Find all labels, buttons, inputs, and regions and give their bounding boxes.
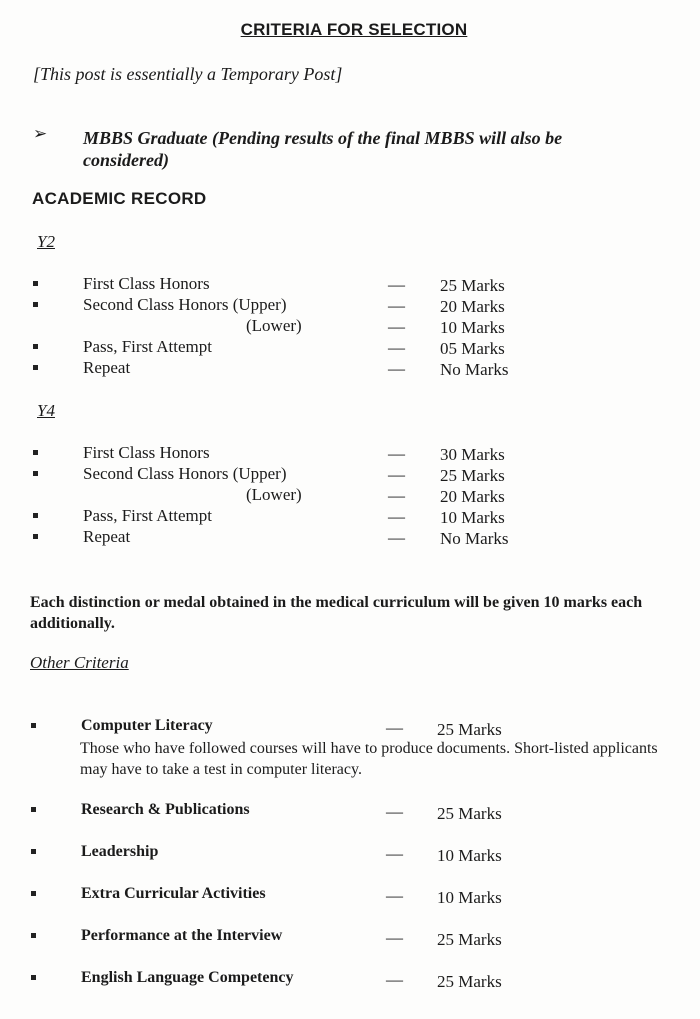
square-bullet-icon (33, 281, 38, 286)
other-criterion-label: Research & Publications (81, 801, 250, 818)
marks-value: 10 Marks (437, 888, 502, 907)
criterion-label: First Class Honors (83, 274, 210, 293)
criterion-label: Pass, First Attempt (83, 337, 212, 356)
dash-separator: — (386, 886, 403, 905)
y2-heading: Y2 (37, 232, 55, 251)
marks-value: 20 Marks (440, 297, 505, 316)
marks-value: 25 Marks (440, 276, 505, 295)
square-bullet-icon (31, 933, 36, 938)
criterion-label: First Class Honors (83, 443, 210, 462)
marks-value: 10 Marks (437, 846, 502, 865)
dash-separator: — (388, 507, 405, 526)
other-criterion-label: Extra Curricular Activities (81, 885, 266, 902)
academic-record-heading: ACADEMIC RECORD (32, 189, 207, 208)
square-bullet-icon (33, 344, 38, 349)
square-bullet-icon (31, 849, 36, 854)
marks-value: 25 Marks (437, 804, 502, 823)
marks-value: No Marks (440, 529, 509, 548)
dash-separator: — (388, 317, 405, 336)
dash-separator: — (388, 338, 405, 357)
dash-separator: — (386, 928, 403, 947)
dash-separator: — (388, 444, 405, 463)
marks-value: 20 Marks (440, 487, 505, 506)
marks-value: 25 Marks (437, 972, 502, 991)
criterion-label: Second Class Honors (Upper) (83, 295, 287, 314)
marks-value: 25 Marks (437, 720, 502, 739)
square-bullet-icon (31, 891, 36, 896)
square-bullet-icon (31, 975, 36, 980)
marks-value: 30 Marks (440, 445, 505, 464)
criterion-label: (Lower) (246, 485, 302, 504)
marks-value: 25 Marks (440, 466, 505, 485)
square-bullet-icon (33, 513, 38, 518)
square-bullet-icon (31, 807, 36, 812)
dash-separator: — (386, 970, 403, 989)
marks-value: 10 Marks (440, 508, 505, 527)
square-bullet-icon (33, 302, 38, 307)
dash-separator: — (388, 465, 405, 484)
criterion-label: (Lower) (246, 316, 302, 335)
criterion-label: Pass, First Attempt (83, 506, 212, 525)
dash-separator: — (386, 844, 403, 863)
marks-value: 25 Marks (437, 930, 502, 949)
square-bullet-icon (33, 365, 38, 370)
y4-heading: Y4 (37, 401, 55, 420)
other-criterion-label: Performance at the Interview (81, 927, 283, 944)
square-bullet-icon (33, 471, 38, 476)
dash-separator: — (388, 296, 405, 315)
square-bullet-icon (33, 534, 38, 539)
arrow-bullet-icon: ➢ (33, 124, 48, 143)
criterion-label: Repeat (83, 358, 131, 377)
dash-separator: — (388, 275, 405, 294)
computer-literacy-note: Those who have followed courses will have to produce documents. Short-listed applicants may have to take a test in computer literacy. (80, 740, 658, 778)
dash-separator: — (388, 486, 405, 505)
page-title: CRITERIA FOR SELECTION (240, 20, 468, 39)
criterion-label: Repeat (83, 527, 131, 546)
square-bullet-icon (31, 723, 36, 728)
dash-separator: — (388, 359, 405, 378)
marks-value: 10 Marks (440, 318, 505, 337)
marks-value: 05 Marks (440, 339, 505, 358)
criterion-label: Second Class Honors (Upper) (83, 464, 287, 483)
other-criterion-label: Computer Literacy (81, 717, 213, 734)
mbbs-requirement: MBBS Graduate (Pending results of the final MBBS will also be considered) (83, 128, 563, 170)
marks-value: No Marks (440, 360, 509, 379)
square-bullet-icon (33, 450, 38, 455)
other-criterion-label: Leadership (81, 843, 159, 860)
dash-separator: — (388, 528, 405, 547)
temporary-post-note: [This post is essentially a Temporary Post] (33, 64, 343, 84)
distinction-note: Each distinction or medal obtained in the medical curriculum will be given 10 marks each additionally. (30, 594, 643, 632)
other-criterion-label: English Language Competency (81, 969, 294, 986)
dash-separator: — (386, 802, 403, 821)
dash-separator: — (386, 718, 403, 737)
other-criteria-heading: Other Criteria (30, 653, 129, 672)
